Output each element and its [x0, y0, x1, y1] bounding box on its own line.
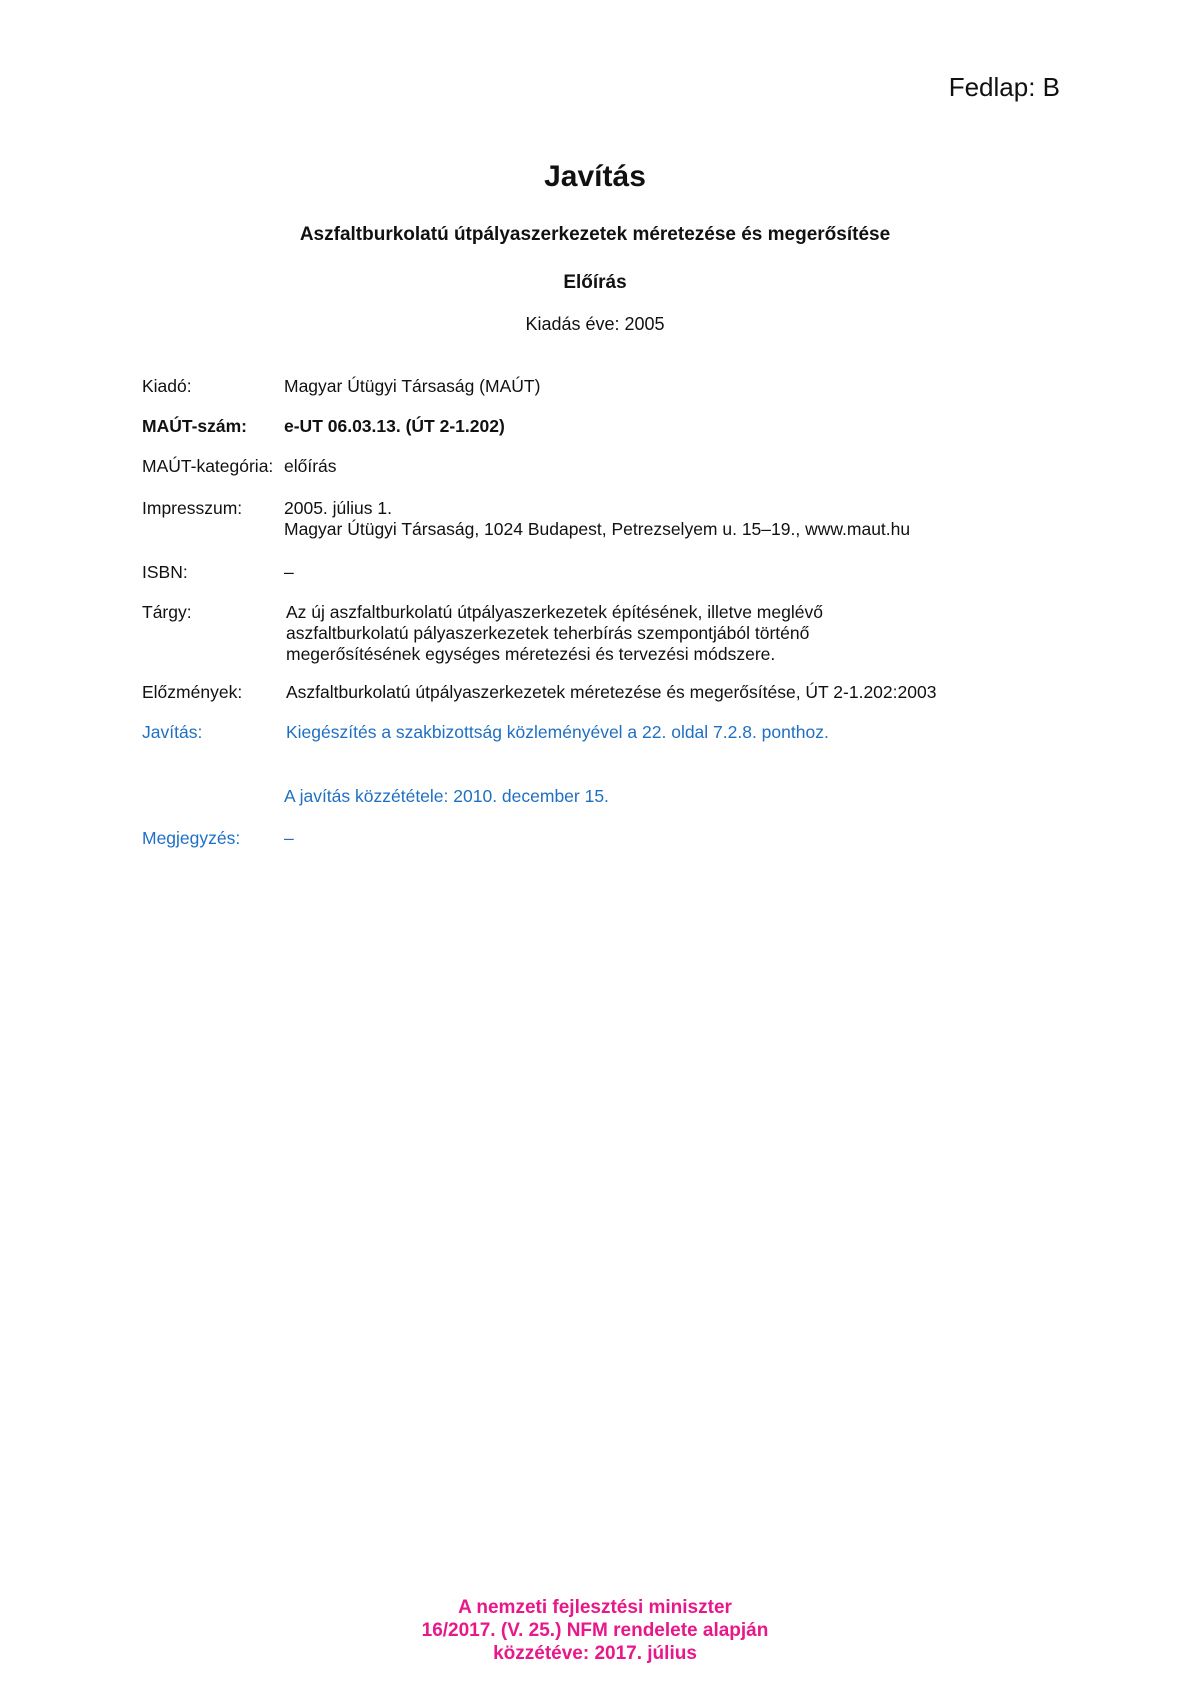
imprint-date: 2005. július 1.: [284, 498, 392, 518]
notice-line-1: A nemzeti fejlesztési miniszter: [458, 1597, 732, 1618]
correction-label: Javítás:: [142, 722, 203, 742]
notice-line-3: közzétéve: 2017. július: [493, 1643, 697, 1664]
imprint-label: Impresszum:: [142, 498, 243, 518]
publisher-value: Magyar Útügyi Társaság (MAÚT): [284, 376, 541, 396]
imprint-address: Magyar Útügyi Társaság, 1024 Budapest, Petrezselyem u. 15–19., www.maut.hu: [284, 519, 911, 539]
subject-label: Tárgy:: [142, 602, 192, 622]
subject-line-1: Az új aszfaltburkolatú útpályaszerkezetek építésének, illetve meglévő: [286, 602, 823, 622]
subject-line-2: aszfaltburkolatú pályaszerkezetek teherbírás szempontjából történő: [286, 623, 810, 643]
page-title: Javítás: [544, 160, 646, 193]
document-type: Előírás: [563, 272, 627, 293]
correction-date: A javítás közzététele: 2010. december 15.: [284, 786, 609, 806]
notice-line-2: 16/2017. (V. 25.) NFM rendelete alapján: [421, 1620, 769, 1641]
isbn-label: ISBN:: [142, 562, 188, 582]
number-label: MAÚT-szám:: [142, 416, 248, 436]
antecedents-label: Előzmények:: [142, 682, 243, 702]
issue-year: Kiadás éve: 2005: [525, 314, 665, 334]
number-value: e-UT 06.03.13. (ÚT 2-1.202): [284, 416, 505, 436]
antecedents-value: Aszfaltburkolatú útpályaszerkezetek méretezése és megerősítése, ÚT 2-1.202:2003: [286, 682, 937, 702]
category-label: MAÚT-kategória:: [142, 456, 274, 476]
subject-line-3: megerősítésének egységes méretezési és tervezési módszere.: [286, 644, 776, 664]
publisher-label: Kiadó:: [142, 376, 192, 396]
corner-label: Fedlap: B: [948, 72, 1060, 102]
document-subtitle: Aszfaltburkolatú útpályaszerkezetek méretezése és megerősítése: [299, 224, 891, 245]
note-label: Megjegyzés:: [142, 828, 241, 848]
isbn-value: –: [284, 562, 294, 582]
correction-value: Kiegészítés a szakbizottság közleményével a 22. oldal 7.2.8. ponthoz.: [286, 722, 829, 742]
note-value: –: [284, 828, 294, 848]
publication-notice: [0, 1596, 1190, 1665]
category-value: előírás: [284, 456, 337, 476]
